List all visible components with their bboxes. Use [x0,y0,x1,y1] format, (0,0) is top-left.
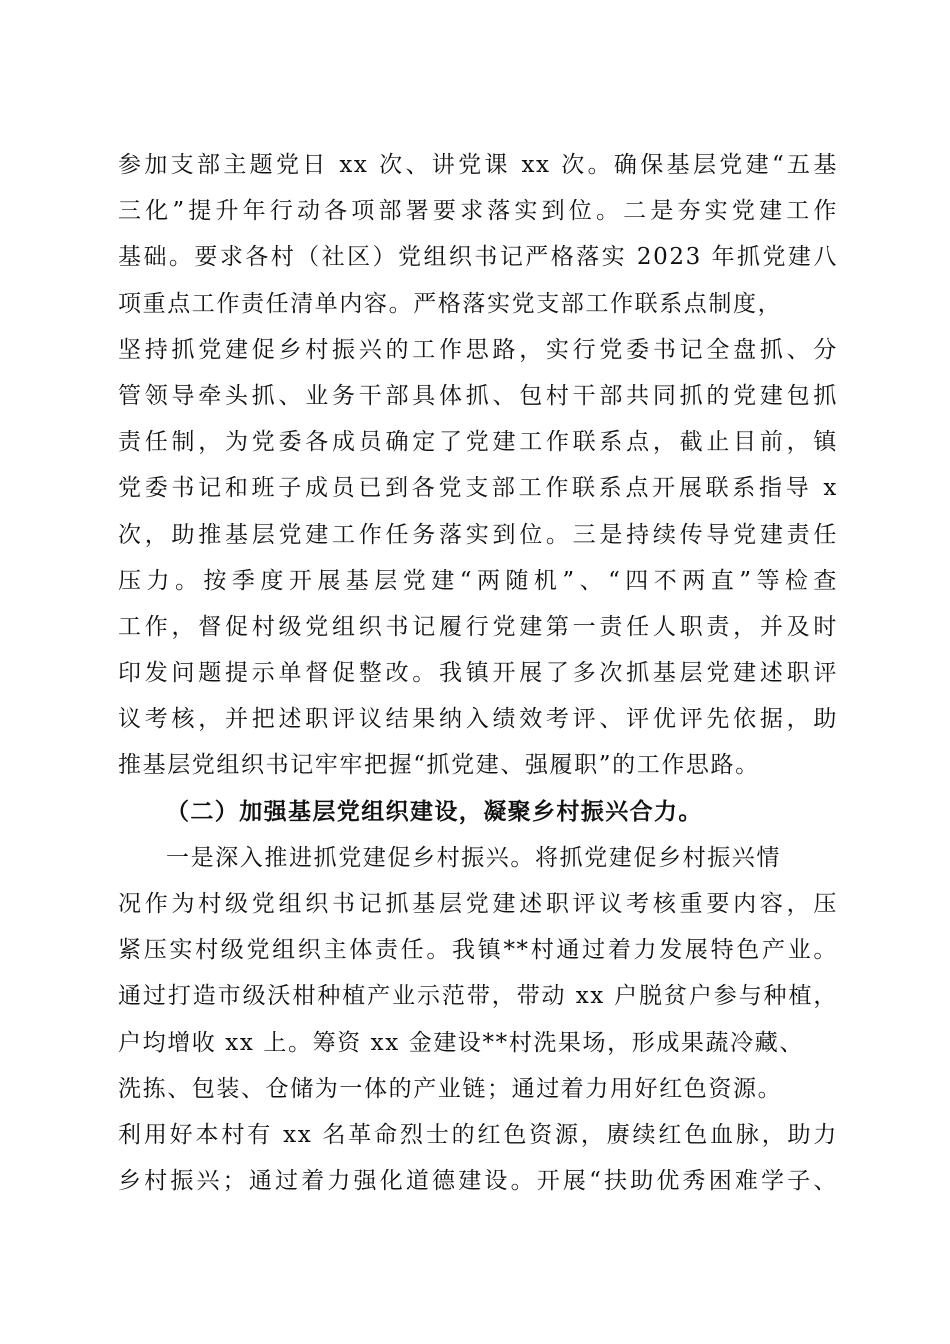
text-line: 三化”提升年行动各项部署要求落实到位。二是夯实党建工作 [118,198,838,225]
text-line: 印发问题提示单督促整改。我镇开展了多次抓基层党建述职评 [118,660,838,687]
text-line: 管领导牵头抓、业务干部具体抓、包村干部共同抓的党建包抓 [118,382,838,409]
text-line: 紧压实村级党组织主体责任。我镇**村通过着力发展特色产业。 [118,937,838,964]
text-line: 基础。要求各村（社区）党组织书记严格落实 2023 年抓党建八 [118,244,838,271]
text-line: 责任制，为党委各成员确定了党建工作联系点，截止目前，镇 [118,429,838,456]
paragraph-first-line: 一是深入推进抓党建促乡村振兴。将抓党建促乡村振兴情 [166,844,781,871]
text-line: 次，助推基层党建工作任务落实到位。三是持续传导党建责任 [118,521,838,548]
text-line: 项重点工作责任清单内容。严格落实党支部工作联系点制度， [118,290,783,317]
text-line: 坚持抓党建促乡村振兴的工作思路，实行党委书记全盘抓、分 [118,336,838,363]
text-line: 洗拣、包装、仓储为一体的产业链；通过着力用好红色资源。 [118,1075,783,1102]
text-line: 通过打造市级沃柑种植产业示范带，带动 xx 户脱贫户参与种植， [118,983,838,1010]
text-line: 党委书记和班子成员已到各党支部工作联系点开展联系指导 x [118,475,838,502]
text-line: 利用好本村有 xx 名革命烈士的红色资源，赓续红色血脉，助力 [118,1121,838,1148]
text-line: 工作，督促村级党组织书记履行党建第一责任人职责，并及时 [118,613,838,640]
text-line: 议考核，并把述职评议结果纳入绩效考评、评优评先依据，助 [118,706,838,733]
text-line: 乡村振兴；通过着力强化道德建设。开展“扶助优秀困难学子、 [118,1168,838,1195]
body-text [118,142,838,1204]
text-line: 压力。按季度开展基层党建“两随机”、“四不两直”等检查 [118,567,838,594]
text-line: 户均增收 xx 上。筹资 xx 金建设**村洗果场，形成果蔬冷藏、 [118,1029,804,1056]
text-line: 推基层党组织书记牢牢把握“抓党建、强履职”的工作思路。 [118,752,760,779]
text-line: 况作为村级党组织书记抓基层党建述职评议考核重要内容，压 [118,891,838,917]
text-line: 参加支部主题党日 xx 次、讲党课 xx 次。确保基层党建“五基 [118,152,838,178]
section-heading: （二）加强基层党组织建设，凝聚乡村振兴合力。 [166,797,703,825]
